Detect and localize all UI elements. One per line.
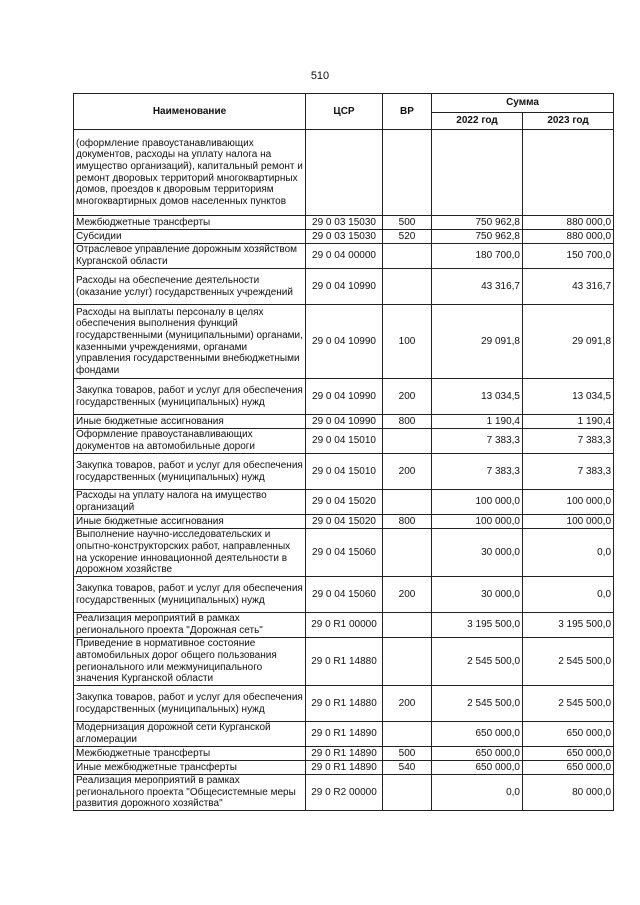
row-2022: 750 962,8 xyxy=(432,230,523,244)
row-name: Расходы на уплату налога на имущество организаций xyxy=(74,490,306,515)
row-2023: 650 000,0 xyxy=(523,722,614,747)
table-row xyxy=(74,379,614,415)
row-2023: 1 190,4 xyxy=(523,415,614,429)
row-csr xyxy=(306,130,383,216)
row-2023: 13 034,5 xyxy=(523,379,614,415)
row-2022: 29 091,8 xyxy=(432,305,523,379)
table-row xyxy=(74,230,614,244)
row-name: Иные межбюджетные трансферты xyxy=(74,761,306,775)
row-2022: 30 000,0 xyxy=(432,577,523,613)
row-2022: 100 000,0 xyxy=(432,515,523,529)
row-vr xyxy=(383,490,432,515)
table-row xyxy=(74,638,614,686)
row-2023: 7 383,3 xyxy=(523,429,614,454)
row-name: Иные бюджетные ассигнования xyxy=(74,515,306,529)
row-vr: 500 xyxy=(383,216,432,230)
row-2023: 0,0 xyxy=(523,577,614,613)
row-name: Межбюджетные трансферты xyxy=(74,216,306,230)
row-vr xyxy=(383,130,432,216)
table-row xyxy=(74,269,614,305)
row-2023: 100 000,0 xyxy=(523,490,614,515)
row-2023: 650 000,0 xyxy=(523,747,614,761)
header-sum: Сумма xyxy=(432,94,614,113)
row-name: Межбюджетные трансферты xyxy=(74,747,306,761)
row-2023: 29 091,8 xyxy=(523,305,614,379)
row-2022: 100 000,0 xyxy=(432,490,523,515)
row-vr xyxy=(383,269,432,305)
row-csr: 29 0 R1 14890 xyxy=(306,722,383,747)
table-body xyxy=(74,130,614,811)
row-vr xyxy=(383,638,432,686)
row-2022 xyxy=(432,130,523,216)
row-vr xyxy=(383,722,432,747)
table-row xyxy=(74,515,614,529)
row-2023: 880 000,0 xyxy=(523,230,614,244)
row-name: Выполнение научно-исследовательских и опытно-конструкторских работ, направленных на ускорение инновационной деятельности в дорожном хозяйстве xyxy=(74,529,306,577)
row-csr: 29 0 03 15030 xyxy=(306,230,383,244)
row-name: Субсидии xyxy=(74,230,306,244)
row-name: Реализация мероприятий в рамках регионального проекта "Дорожная сеть" xyxy=(74,613,306,638)
budget-table xyxy=(73,93,614,811)
row-name: Оформление правоустанавливающих документов на автомобильные дороги xyxy=(74,429,306,454)
table-row xyxy=(74,761,614,775)
row-2022: 650 000,0 xyxy=(432,747,523,761)
row-vr: 100 xyxy=(383,305,432,379)
row-vr: 200 xyxy=(383,454,432,490)
row-2022: 3 195 500,0 xyxy=(432,613,523,638)
table-row xyxy=(74,130,614,216)
row-name: (оформление правоустанавливающих документов, расходы на уплату налога на имущество организаций), капитальный ремонт и ремонт дворовых территорий многоквартирных домов, проездов к дворовым территориям многоквартирных домов населенных пунктов xyxy=(74,130,306,216)
row-name: Отраслевое управление дорожным хозяйством Курганской области xyxy=(74,244,306,269)
row-csr: 29 0 04 00000 xyxy=(306,244,383,269)
row-name: Закупка товаров, работ и услуг для обеспечения государственных (муниципальных) нужд xyxy=(74,379,306,415)
header-2022: 2022 год xyxy=(432,113,523,130)
row-2023: 7 383,3 xyxy=(523,454,614,490)
row-2022: 7 383,3 xyxy=(432,454,523,490)
row-2022: 2 545 500,0 xyxy=(432,686,523,722)
row-2022: 0,0 xyxy=(432,775,523,811)
row-csr: 29 0 03 15030 xyxy=(306,216,383,230)
row-2022: 1 190,4 xyxy=(432,415,523,429)
row-2023: 150 700,0 xyxy=(523,244,614,269)
row-csr: 29 0 04 10990 xyxy=(306,269,383,305)
row-vr: 500 xyxy=(383,747,432,761)
row-csr: 29 0 R1 14890 xyxy=(306,747,383,761)
table-row xyxy=(74,454,614,490)
row-2022: 30 000,0 xyxy=(432,529,523,577)
row-csr: 29 0 04 15060 xyxy=(306,577,383,613)
row-vr xyxy=(383,244,432,269)
row-csr: 29 0 04 15020 xyxy=(306,515,383,529)
row-2022: 13 034,5 xyxy=(432,379,523,415)
row-2023: 3 195 500,0 xyxy=(523,613,614,638)
table-row xyxy=(74,490,614,515)
row-vr xyxy=(383,613,432,638)
page-number: 510 xyxy=(310,70,330,82)
row-csr: 29 0 R1 14890 xyxy=(306,761,383,775)
row-2023: 650 000,0 xyxy=(523,761,614,775)
table-row xyxy=(74,415,614,429)
row-2022: 7 383,3 xyxy=(432,429,523,454)
row-csr: 29 0 04 15010 xyxy=(306,429,383,454)
row-csr: 29 0 04 10990 xyxy=(306,305,383,379)
table-row xyxy=(74,747,614,761)
table-row xyxy=(74,305,614,379)
row-vr: 800 xyxy=(383,515,432,529)
row-csr: 29 0 04 15010 xyxy=(306,454,383,490)
table-row xyxy=(74,613,614,638)
row-vr: 200 xyxy=(383,686,432,722)
row-csr: 29 0 04 10990 xyxy=(306,415,383,429)
table-row xyxy=(74,429,614,454)
table-row xyxy=(74,722,614,747)
row-csr: 29 0 04 10990 xyxy=(306,379,383,415)
row-2022: 2 545 500,0 xyxy=(432,638,523,686)
row-2022: 43 316,7 xyxy=(432,269,523,305)
row-name: Расходы на выплаты персоналу в целях обеспечения выполнения функций государственными (муниципальными) органами, казенными учреждениями, органами управления государственными внебюджетными фондами xyxy=(74,305,306,379)
row-2022: 750 962,8 xyxy=(432,216,523,230)
row-2023: 100 000,0 xyxy=(523,515,614,529)
header-csr: ЦСР xyxy=(306,94,383,130)
row-name: Закупка товаров, работ и услуг для обеспечения государственных (муниципальных) нужд xyxy=(74,454,306,490)
row-csr: 29 0 04 15020 xyxy=(306,490,383,515)
table-row xyxy=(74,216,614,230)
row-csr: 29 0 R1 14880 xyxy=(306,638,383,686)
row-2023: 0,0 xyxy=(523,529,614,577)
header-name: Наименование xyxy=(74,94,306,130)
row-2023 xyxy=(523,130,614,216)
table-row xyxy=(74,686,614,722)
row-vr xyxy=(383,529,432,577)
row-2023: 880 000,0 xyxy=(523,216,614,230)
row-csr: 29 0 R1 00000 xyxy=(306,613,383,638)
row-name: Иные бюджетные ассигнования xyxy=(74,415,306,429)
row-name: Закупка товаров, работ и услуг для обеспечения государственных (муниципальных) нужд xyxy=(74,577,306,613)
row-name: Реализация мероприятий в рамках регионального проекта "Общесистемные меры развития дорожного хозяйства" xyxy=(74,775,306,811)
row-vr: 520 xyxy=(383,230,432,244)
table-row xyxy=(74,775,614,811)
table-row xyxy=(74,244,614,269)
row-name: Закупка товаров, работ и услуг для обеспечения государственных (муниципальных) нужд xyxy=(74,686,306,722)
row-name: Приведение в нормативное состояние автомобильных дорог общего пользования регионального или межмуниципального значения Курганской области xyxy=(74,638,306,686)
row-2023: 43 316,7 xyxy=(523,269,614,305)
row-2022: 180 700,0 xyxy=(432,244,523,269)
header-vr: ВР xyxy=(383,94,432,130)
row-csr: 29 0 04 15060 xyxy=(306,529,383,577)
row-vr xyxy=(383,775,432,811)
row-2022: 650 000,0 xyxy=(432,761,523,775)
row-name: Модернизация дорожной сети Курганской агломерации xyxy=(74,722,306,747)
row-2023: 80 000,0 xyxy=(523,775,614,811)
row-csr: 29 0 R1 14880 xyxy=(306,686,383,722)
row-vr xyxy=(383,429,432,454)
row-vr: 200 xyxy=(383,379,432,415)
table-row xyxy=(74,577,614,613)
header-2023: 2023 год xyxy=(523,113,614,130)
row-vr: 200 xyxy=(383,577,432,613)
row-csr: 29 0 R2 00000 xyxy=(306,775,383,811)
row-2023: 2 545 500,0 xyxy=(523,638,614,686)
row-name: Расходы на обеспечение деятельности (оказание услуг) государственных учреждений xyxy=(74,269,306,305)
row-vr: 800 xyxy=(383,415,432,429)
row-2023: 2 545 500,0 xyxy=(523,686,614,722)
table-row xyxy=(74,529,614,577)
row-vr: 540 xyxy=(383,761,432,775)
row-2022: 650 000,0 xyxy=(432,722,523,747)
